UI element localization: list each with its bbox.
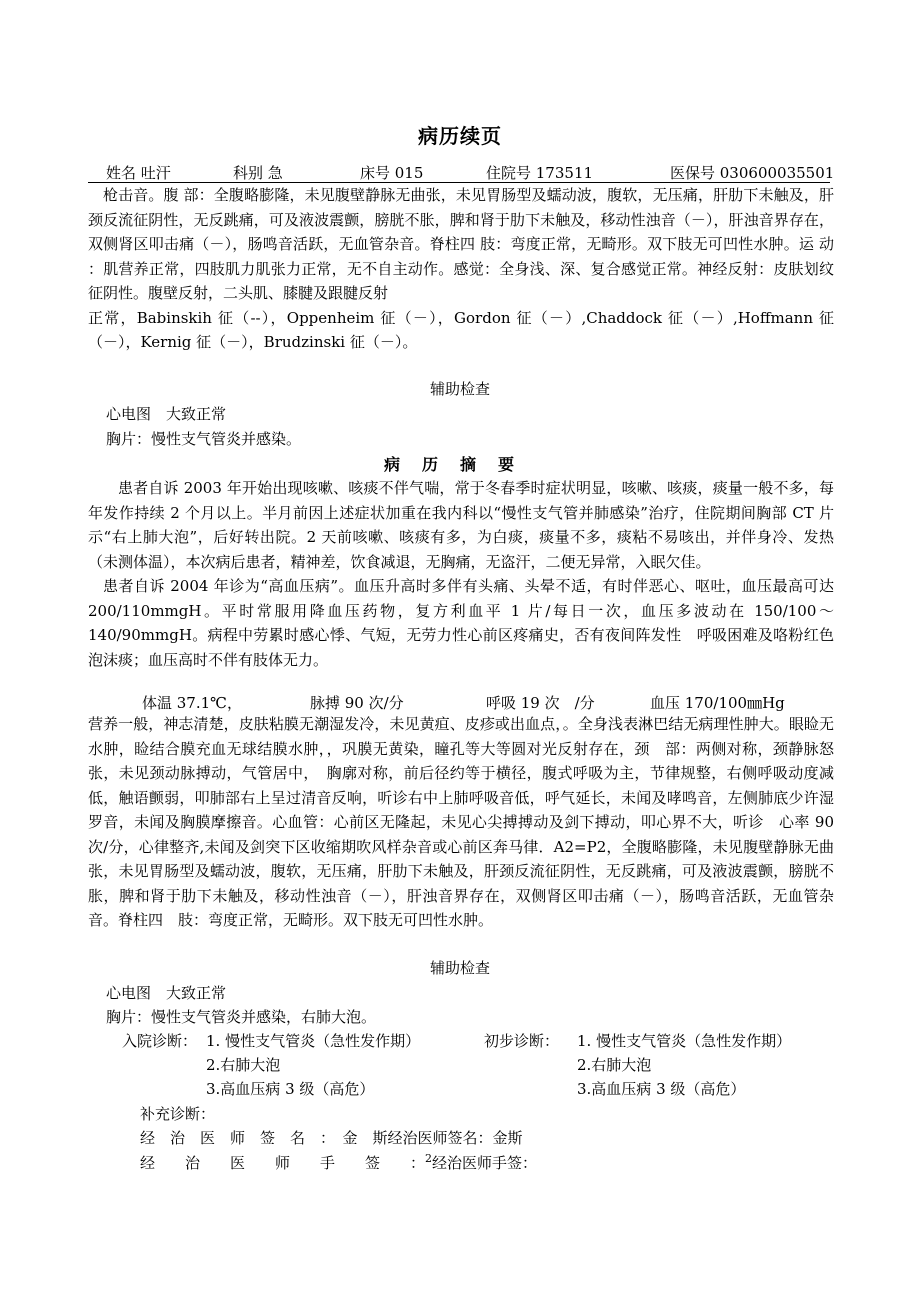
physical-exam-paragraph: 营养一般，神志清楚，皮肤粘膜无潮湿发冷，未见黄疸、皮疹或出血点，。全身浅表淋巴结无病理性肿大。眼睑无水肿，睑结合膜充血无球结膜水肿，，巩膜无黄染，瞳孔等大等圆对光反射存在，颈 部：两侧对称，颈静脉怒张，未见颈动脉搏动，气管居中， 胸廓对称，前后径约等于横径，腹式呼吸为主，节律规整，右侧呼吸动度减低，触语颤弱，叩肺部右上呈过清音反响，听诊右中上肺呼吸音低，呼气延长，未闻及哮鸣音，左侧肺底少许湿罗音，未闻及胸膜摩擦音。心血管：心前区无隆起，未见心尖搏搏动及剑下搏动，叩心界不大，听诊 心率 90 次/分，心律整齐,未闻及剑突下区收缩期吹风样杂音或心前区奔马律．A2=P2，全腹略膨隆，未见腹壁静脉无曲张，未见胃肠型及蠕动波，腹软，无压痛，肝肋下未触及，肝颈反流征阴性，无反跳痛，可及液波震颤，膀胱不胀，脾和肾于肋下未触及，移动性浊音（－），肝浊音界存在，双侧肾区叩击痛（－），肠鸣音活跃，无血管杂音。脊柱四 肢：弯度正常，无畸形。双下肢无可凹性水肿。: [88, 715, 834, 929]
signature-name-label: 经 治 医 师 签 名 ： 金 斯: [140, 1129, 388, 1147]
admission-diagnosis-item: 2.右肺大泡: [206, 1056, 281, 1074]
initial-diagnosis-item: 1. 慢性支气管炎（急性发作期）: [577, 1032, 792, 1050]
admission-number: 住院号 173511: [486, 164, 594, 182]
admission-diagnosis-item: 1. 慢性支气管炎（急性发作期）: [206, 1032, 421, 1050]
initial-diagnosis-item: 3.高血压病 3 级（高危）: [577, 1080, 746, 1098]
insurance-number: 医保号 030600035501: [670, 164, 835, 182]
chest-xray-result: 胸片：慢性支气管炎并感染。: [106, 430, 302, 448]
aux-exam-title: 辅助检查: [429, 380, 490, 398]
vital-pulse: 脉搏 90 次/分: [310, 694, 404, 712]
aux-exam-title-2: 辅助检查: [429, 959, 490, 977]
department: 科别 急: [233, 164, 283, 182]
exam-paragraph: 枪击音。腹 部：全腹略膨隆，未见腹壁静脉无曲张，未见胃肠型及蠕动波，腹软，无压痛，肝肋下未触及，肝颈反流征阴性，无反跳痛，可及液波震颤，膀胱不胀，脾和肾于肋下未触及，移动性浊音（－），肝浊音界存在，双侧肾区叩击痛（－），肠鸣音活跃，无血管杂音。脊柱四 肢：弯度正常，无畸形。双下肢无可凹性水肿。运 动 ：肌营养正常，四肢肌力肌张力正常，无不自主动作。感觉：全身浅、深、复合感觉正常。神经反射：皮肤划纹征阴性。腹壁反射，二头肌、膝腱及跟腱反射: [88, 186, 834, 302]
hand-signature-label: 经 治 医 师 手 签 ：: [140, 1154, 426, 1172]
chest-xray-result-2: 胸片：慢性支气管炎并感染，右肺大泡。: [106, 1008, 377, 1026]
page-title: 病历续页: [418, 124, 502, 148]
admission-diagnosis-label: 入院诊断：: [122, 1032, 198, 1050]
supplement-diagnosis-label: 补充诊断：: [140, 1105, 216, 1123]
vital-temperature: 体温 37.1℃，: [142, 694, 242, 712]
bed-number: 床号 015: [360, 164, 424, 182]
vital-respiration: 呼吸 19 次 /分: [486, 694, 595, 712]
signature-name-label-2: 经治医师签名：金斯: [387, 1129, 523, 1147]
initial-diagnosis-label: 初步诊断：: [484, 1032, 560, 1050]
history-paragraph-copd: 患者自诉 2003 年开始出现咳嗽、咳痰不伴气喘，常于冬春季时症状明显，咳嗽、咳痰，痰量一般不多，每年发作持续 2 个月以上。半月前因上述症状加重在我内科以“慢性支气管并肺感染”治疗，住院期间胸部 CT 片示“右上肺大泡”，后好转出院。2 天前咳嗽、咳痰有多，为白痰，痰量不多，痰粘不易咳出，并伴身冷、发热（未测体温），本次病后患者，精神差，饮食减退，无胸痛，无盗汗，二便无异常，入眠欠佳。: [88, 479, 834, 571]
ecg-result: 心电图 大致正常: [106, 405, 227, 423]
hand-signature-label-2: 经治医师手签：: [432, 1154, 538, 1172]
history-paragraph-hypertension: 患者自诉 2004 年诊为“高血压病”。血压升高时多伴有头痛、头晕不适，有时伴恶心、呕吐，血压最高可达 200/110mmgH。平时常服用降血压药物，复方利血平 1 片/每日一次，血压多波动在 150/100～140/90mmgH。病程中劳累时感心悸、气短，无劳力性心前区疼痛史，否有夜间阵发性 呼吸困难及咯粉红色泡沫痰；血压高时不伴有肢体无力。: [88, 577, 834, 669]
summary-title: 病历摘要: [383, 455, 536, 474]
admission-diagnosis-item: 3.高血压病 3 级（高危）: [206, 1080, 375, 1098]
vital-blood-pressure: 血压 170/100㎜Hg: [650, 694, 785, 712]
exam-continued: [88, 183, 834, 355]
patient-header: [88, 160, 835, 183]
summary-history: [88, 476, 834, 672]
initial-diagnosis-item: 2.右肺大泡: [577, 1056, 652, 1074]
superscript-mark: 2: [425, 1152, 433, 1165]
physical-exam: [88, 712, 834, 933]
exam-paragraph-reflex: 正常，Babinskih 征（--），Oppenheim 征（－），Gordon 征（－）,Chaddock 征（－）,Hoffmann 征（－），Kernig 征（－），Brudzinski 征（－）。: [88, 308, 834, 351]
physician-hand-signature: [140, 1152, 537, 1173]
ecg-result-2: 心电图 大致正常: [106, 984, 227, 1002]
patient-name: 姓名 吐汗: [106, 164, 171, 182]
physician-signature: [140, 1127, 523, 1148]
